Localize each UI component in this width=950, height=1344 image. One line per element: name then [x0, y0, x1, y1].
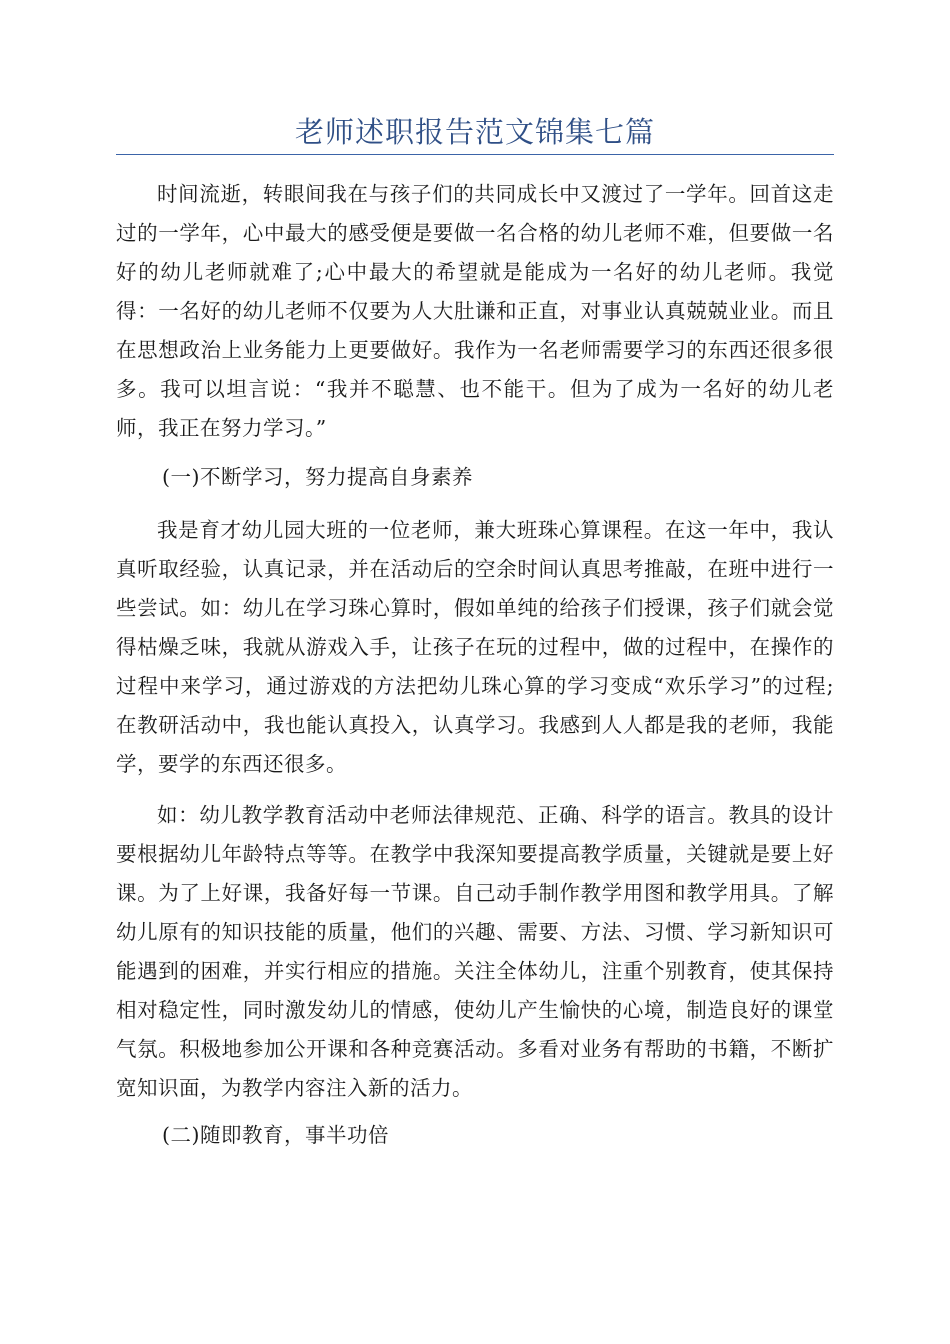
- paragraph-intro: 时间流逝，转眼间我在与孩子们的共同成长中又渡过了一学年。回首这走过的一学年，心中最大的感受便是要做一名合格的幼儿老师不难，但要做一名好的幼儿老师就难了;心中最大的希望就是能成为一名好的幼儿老师。我觉得：一名好的幼儿老师不仅要为人大肚谦和正直，对事业认真兢兢业业。而且在思想政治上业务能力上更要做好。我作为一名老师需要学习的东西还很多很多。我可以坦言说：“我并不聪慧、也不能干。但为了成为一名好的幼儿老师，我正在努力学习。”: [116, 182, 834, 440]
- section-heading-2: (二)随即教育，事半功倍: [162, 1123, 389, 1147]
- document-title: 老师述职报告范文锦集七篇: [294, 115, 655, 149]
- section-heading-1: (一)不断学习，努力提高自身素养: [162, 465, 473, 489]
- paragraph-section-1-cont: 如：幼儿教学教育活动中老师法律规范、正确、科学的语言。教具的设计要根据幼儿年龄特点等等。在教学中我深知要提高教学质量，关键就是要上好课。为了上好课，我备好每一节课。自己动手制作教学用图和教学用具。了解幼儿原有的知识技能的质量，他们的兴趣、需要、方法、习惯、学习新知识可能遇到的困难，并实行相应的措施。关注全体幼儿，注重个别教育，使其保持相对稳定性，同时激发幼儿的情感，使幼儿产生愉快的心境，制造良好的课堂气氛。积极地参加公开课和各种竞赛活动。多看对业务有帮助的书籍，不断扩宽知识面，为教学内容注入新的活力。: [116, 803, 834, 1100]
- title-underline: [116, 154, 834, 155]
- paragraph-section-1: 我是育才幼儿园大班的一位老师，兼大班珠心算课程。在这一年中，我认真听取经验，认真记录，并在活动后的空余时间认真思考推敲，在班中进行一些尝试。如：幼儿在学习珠心算时，假如单纯的给孩子们授课，孩子们就会觉得枯燥乏味，我就从游戏入手，让孩子在玩的过程中，做的过程中，在操作的过程中来学习，通过游戏的方法把幼儿珠心算的学习变成“欢乐学习”的过程;在教研活动中，我也能认真投入，认真学习。我感到人人都是我的老师，我能学，要学的东西还很多。: [116, 518, 834, 776]
